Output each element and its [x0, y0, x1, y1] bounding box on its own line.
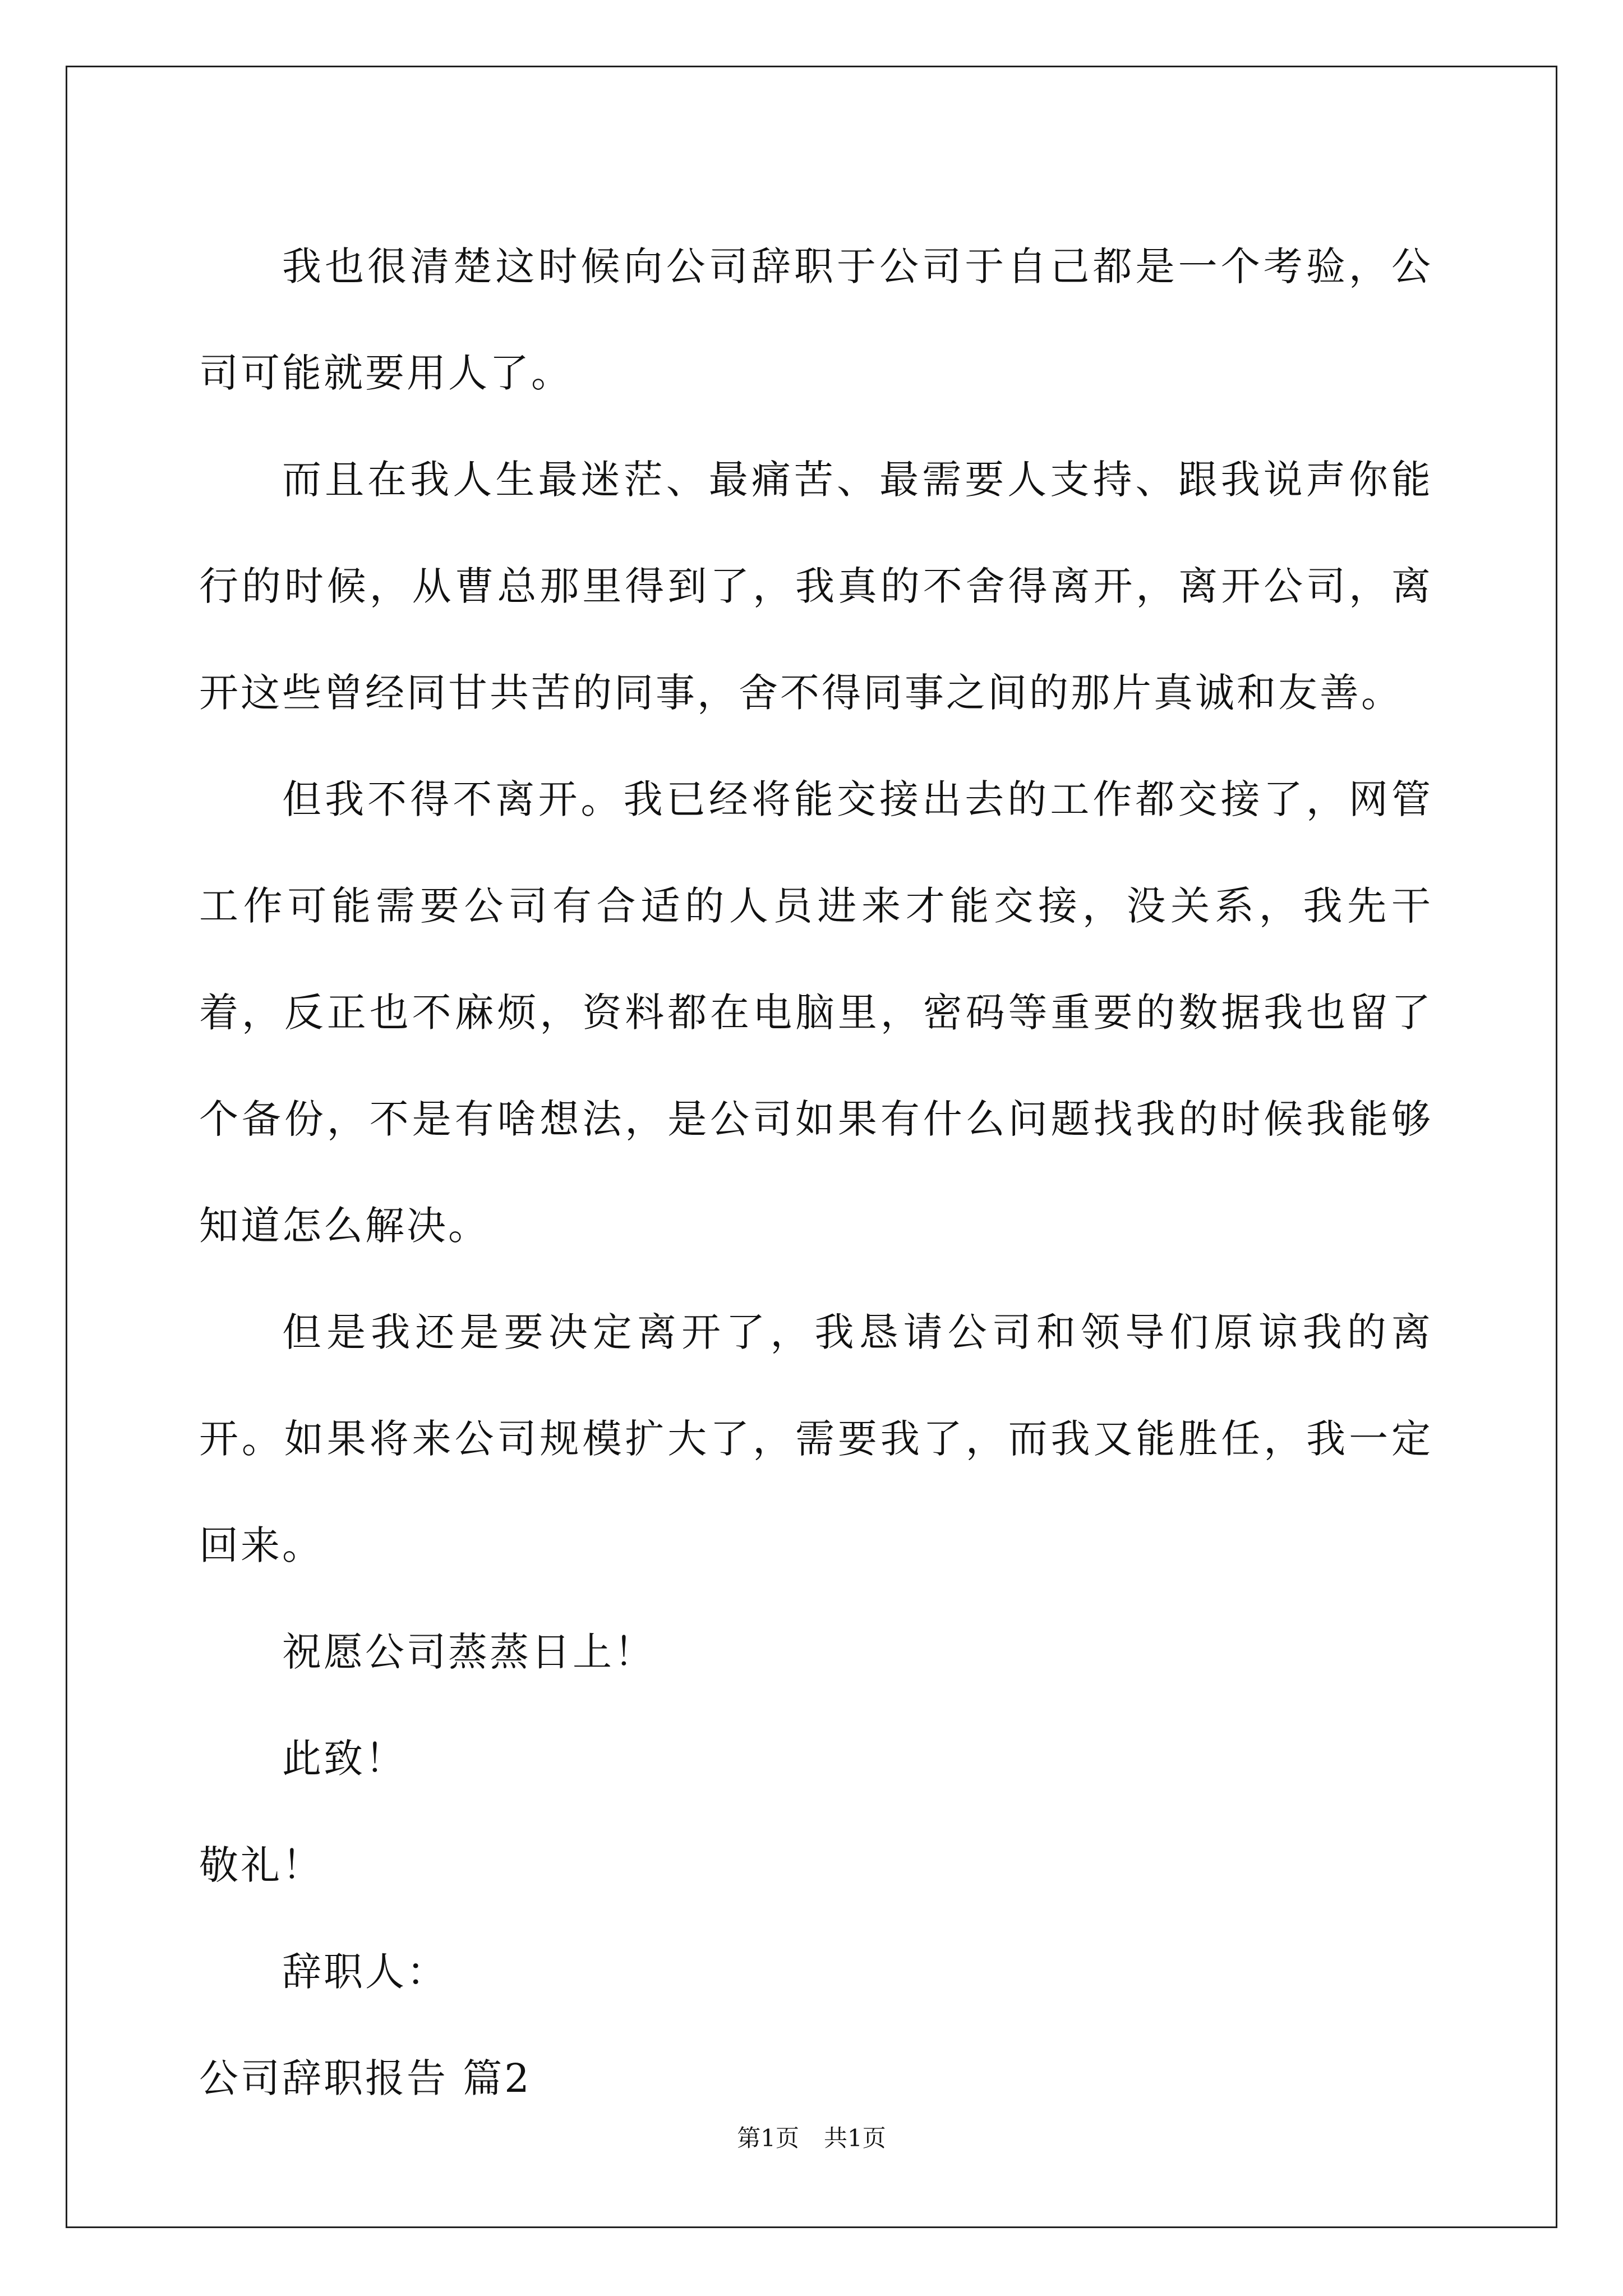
paragraph-2: 而且在我人生最迷茫、最痛苦、最需要人支持、跟我说声你能行的时候，从曹总那里得到了，我真的不舍得离开，离开公司，离开这些曾经同甘共苦的同事，舍不得同事之间的那片真诚和友善。 [199, 457, 1433, 716]
closing-wish: 祝愿公司蒸蒸日上！ [282, 1629, 656, 1675]
page-total: 共1页 [824, 2124, 886, 2152]
paragraph-3: 但我不得不离开。我已经将能交接出去的工作都交接了，网管工作可能需要公司有合适的人员进来才能交接，没关系，我先干着，反正也不麻烦，资料都在电脑里，密码等重要的数据我也留了个备份，不是有啥想法，是公司如果有什么问题找我的时候我能够知道怎么解决。 [199, 776, 1433, 1249]
page-footer [0, 2122, 1623, 2155]
section-heading: 公司辞职报告 篇2 [199, 2055, 532, 2101]
closing-regards: 敬礼！ [199, 1842, 324, 1888]
closing-salutation: 此致！ [282, 1736, 407, 1782]
page-number: 第1页 [737, 2124, 799, 2152]
signature-line: 辞职人： [282, 1949, 448, 1995]
paragraph-1: 我也很清楚这时候向公司辞职于公司于自己都是一个考验，公司可能就要用人了。 [199, 243, 1433, 396]
document-body [199, 213, 1433, 2132]
paragraph-4: 但是我还是要决定离开了，我恳请公司和领导们原谅我的离开。如果将来公司规模扩大了，需要我了，而我又能胜任，我一定回来。 [199, 1309, 1433, 1568]
